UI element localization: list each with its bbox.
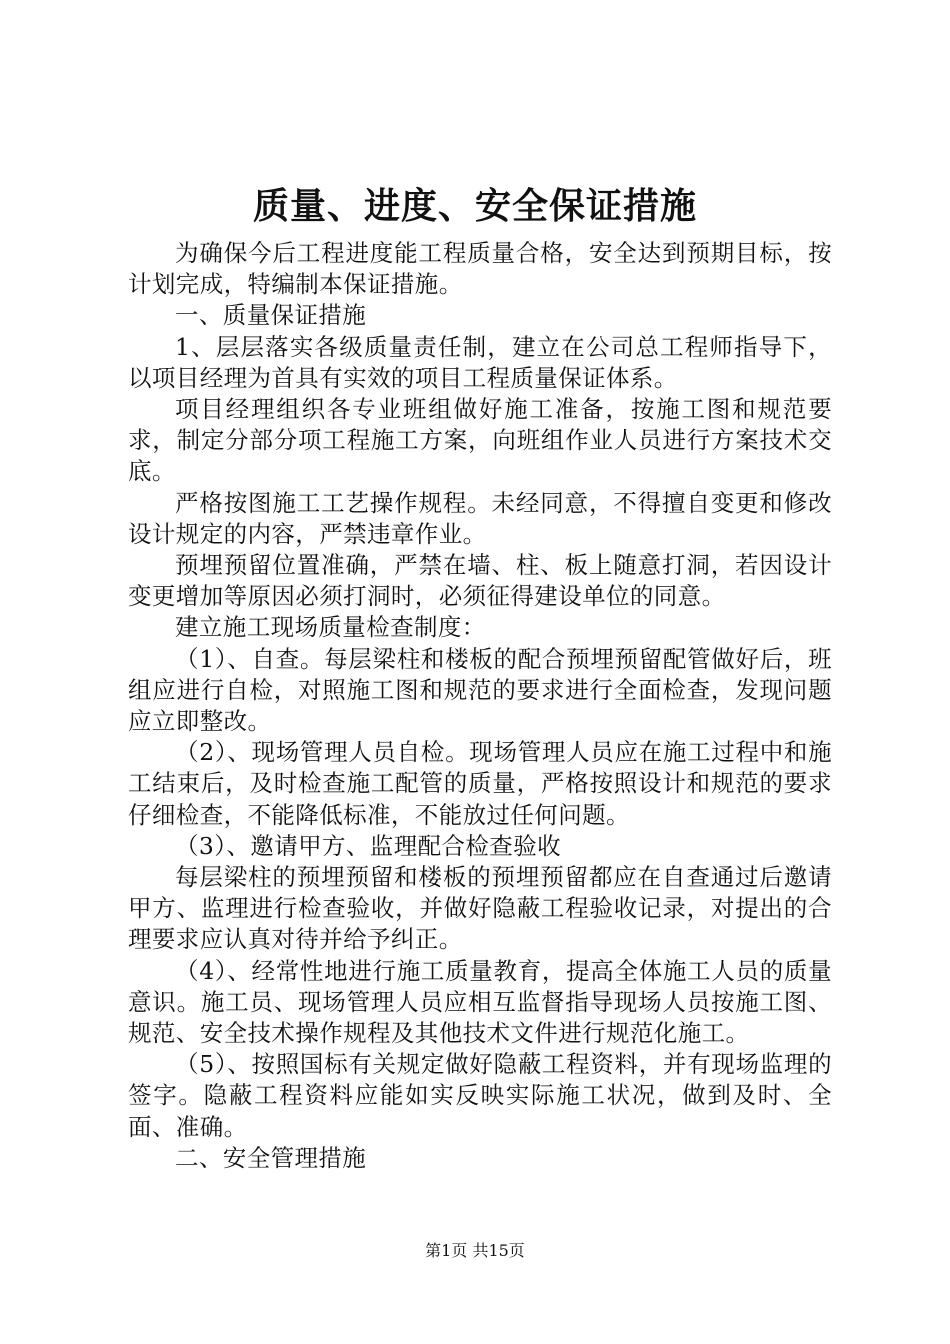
paragraph-inspection-system: 建立施工现场质量检查制度： <box>175 613 486 642</box>
list-item-self-check: （1）、自查。每层梁柱和楼板的配合预埋预留配管做好后，班组应进行自检，对照施工图和规范的要求进行全面检查，发现问题应立即整改。 <box>128 644 832 736</box>
paragraph-intro: 为确保今后工程进度能工程质量合格，安全达到预期目标，按计划完成，特编制本保证措施。 <box>128 239 832 299</box>
section-heading-quality: 一、质量保证措施 <box>175 301 367 330</box>
paragraph-preparation: 项目经理组织各专业班组做好施工准备，按施工图和规范要求，制定分部分项工程施工方案，向班组作业人员进行方案技术交底。 <box>128 395 832 486</box>
paragraph-acceptance: 每层梁柱的预埋预留和楼板的预埋预留都应在自查通过后邀请甲方、监理进行检查验收，并做好隐蔽工程验收记录，对提出的合理要求应认真对待并给予纠正。 <box>128 863 832 954</box>
section-heading-safety: 二、安全管理措施 <box>175 1143 367 1172</box>
paragraph-embedding: 预埋预留位置准确，严禁在墙、柱、板上随意打洞，若因设计变更增加等原因必须打洞时，必须征得建设单位的同意。 <box>128 551 832 611</box>
document-body <box>128 238 832 1174</box>
paragraph-procedure: 严格按图施工工艺操作规程。未经同意，不得擅自变更和修改设计规定的内容，严禁违章作业。 <box>128 488 832 548</box>
page-footer: 第1页 共15页 <box>425 1241 525 1260</box>
list-item-manager-check: （2）、现场管理人员自检。现场管理人员应在施工过程中和施工结束后，及时检查施工配管的质量，严格按照设计和规范的要求仔细检查，不能降低标准，不能放过任何问题。 <box>128 738 832 829</box>
paragraph-responsibility: 1、层层落实各级质量责任制，建立在公司总工程师指导下，以项目经理为首具有实效的项目工程质量保证体系。 <box>128 332 832 392</box>
list-item-education: （4）、经常性地进行施工质量教育，提高全体施工人员的质量意识。施工员、现场管理人员应相互监督指导现场人员按施工图、规范、安全技术操作规程及其他技术文件进行规范化施工。 <box>128 956 832 1048</box>
list-item-invite-supervision: （3）、邀请甲方、监理配合检查验收 <box>175 831 562 860</box>
list-item-records: （5）、按照国标有关规定做好隐蔽工程资料，并有现场监理的签字。隐蔽工程资料应能如实反映实际施工状况，做到及时、全面、准确。 <box>128 1050 832 1141</box>
document-title: 质量、进度、安全保证措施 <box>252 185 697 227</box>
